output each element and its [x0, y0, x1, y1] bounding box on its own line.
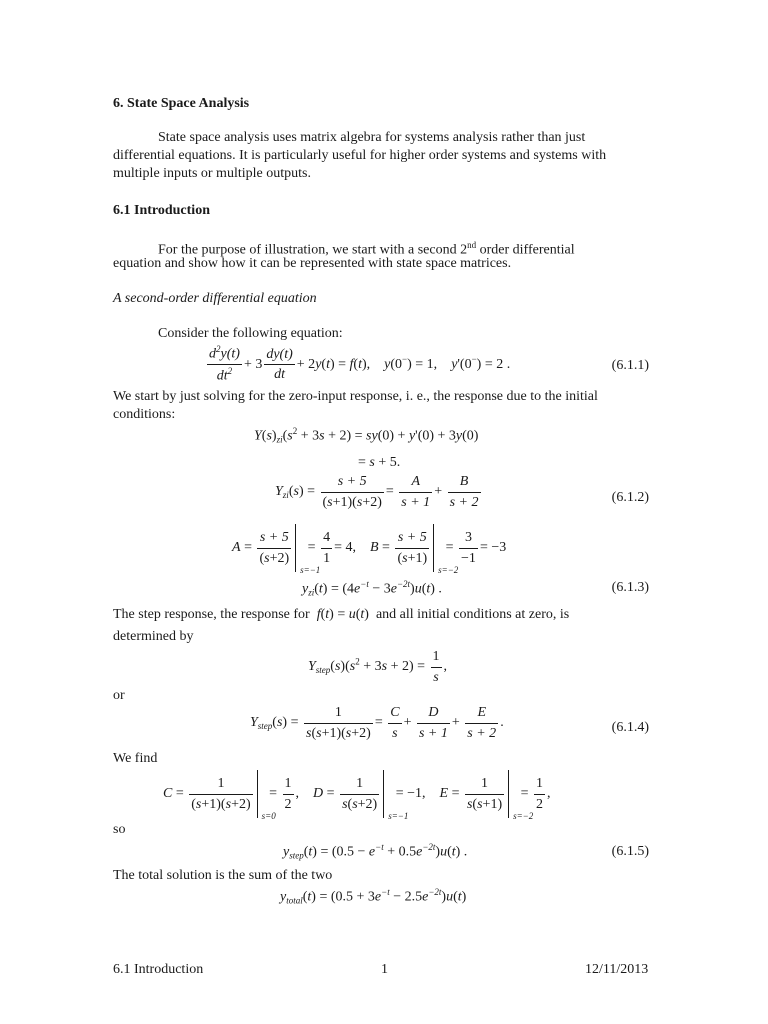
intro-paragraph-line-1: State space analysis uses matrix algebra for systems analysis rather than just [158, 130, 586, 145]
section-title: 6. State Space Analysis [113, 96, 250, 111]
intro-paragraph-line-3: multiple inputs or multiple outputs. [113, 166, 311, 181]
equation-s-plus-5: = s + 5. [358, 455, 401, 470]
equation-number-6-1-2: (6.1.2) [611, 490, 649, 505]
footer-page-number: 1 [381, 962, 388, 977]
zero-input-line-1: We start by just solving for the zero-input response, i. e., the response due to the initial [113, 389, 598, 404]
equation-number-6-1-1: (6.1.1) [611, 358, 649, 373]
step-text-a: The step response, the response for [113, 607, 310, 622]
equation-6-1-3: $y_{zi}(t) = (4e^{-t} - 3e^{-2t})u(t)$ . [302, 579, 442, 598]
ordinal-superscript: nd [467, 240, 477, 250]
italic-subheading: A second-order differential equation [113, 291, 317, 306]
footer-left: 6.1 Introduction [113, 962, 204, 977]
we-find-text: We find [113, 751, 158, 766]
total-solution-text: The total solution is the sum of the two [113, 868, 333, 883]
equation-number-6-1-3: (6.1.3) [611, 580, 649, 595]
equation-ys-zi: $Y(s)_{zi}(s^2 + 3s + 2) = sy(0) + y'(0) + 3y(0)$ [254, 426, 479, 445]
equation-6-1-4: $Y_{step}(s)$ = $\frac{1}{s(s+1)(s+2)}$ = $\frac{C}{s}$ + $\frac{D}{s + 1}$ + $\frac{E}{s + 2}$ . [250, 705, 504, 741]
illustration-text-b: order differential [476, 242, 575, 258]
step-response-line-1: The step response, the response for f(t) = u(t) and all initial conditions at zero, is [113, 607, 570, 622]
or-text: or [113, 688, 125, 703]
consider-text: Consider the following equation: [158, 326, 343, 341]
subsection-title: 6.1 Introduction [113, 203, 210, 218]
equation-residues-ab: A = $\frac{s + 5}{(s+2)}$ s=−1 = $\frac{4}{1}$ = 4, B = $\frac{s + 5}{(s+1)}$ s=−2 = $\frac{3}{-1}$ = −3 [232, 524, 506, 572]
equation-number-6-1-5: (6.1.5) [611, 844, 649, 859]
step-response-line-2: determined by [113, 629, 194, 644]
equation-y-step-s: $Y_{step}(s)(s^2 + 3s + 2)$ = $\frac{1}{s}$ , [308, 649, 448, 685]
illustration-text-a: For the purpose of illustration, we start with a second 2 [158, 242, 468, 258]
zero-input-line-2: conditions: [113, 407, 176, 422]
so-text: so [113, 822, 126, 837]
illustration-paragraph-line-2: equation and show how it can be represented with state space matrices. [113, 256, 512, 271]
intro-paragraph-line-2: differential equations. It is particularly useful for higher order systems and systems with [113, 148, 607, 163]
footer-date: 12/11/2013 [585, 962, 649, 977]
equation-6-1-5: $y_{step}(t) = (0.5 - e^{-t} + 0.5e^{-2t})u(t)$ . [283, 842, 468, 861]
equation-6-1-1: $\frac{d^2y(t)}{dt^2}$ + 3 $\frac{dy(t)}{dt}$ + 2y(t) = f(t), y(0−) = 1, y'(0−) = 2 . [209, 344, 511, 384]
equation-number-6-1-4: (6.1.4) [611, 720, 649, 735]
equation-6-1-2: $Y_{zi}(s)$ = $\frac{s + 5}{(s+1)(s+2)}$ = $\frac{A}{s + 1}$ + $\frac{B}{s + 2}$ [275, 474, 479, 510]
step-text-b: and all initial conditions at zero, is [375, 607, 570, 622]
equation-y-total: $y_{total}(t) = (0.5 + 3e^{-t} - 2.5e^{-2t})u(t)$ [280, 887, 467, 906]
equation-residues-cde: C = $\frac{1}{(s+1)(s+2)}$ s=0 = $\frac{1}{2}$ , D = $\frac{1}{s(s+2)}$ s=−1 = −1, E = $\frac{1}{s(s+1)}$ s=−2 = $\frac{1}{2}$ , [163, 770, 551, 818]
